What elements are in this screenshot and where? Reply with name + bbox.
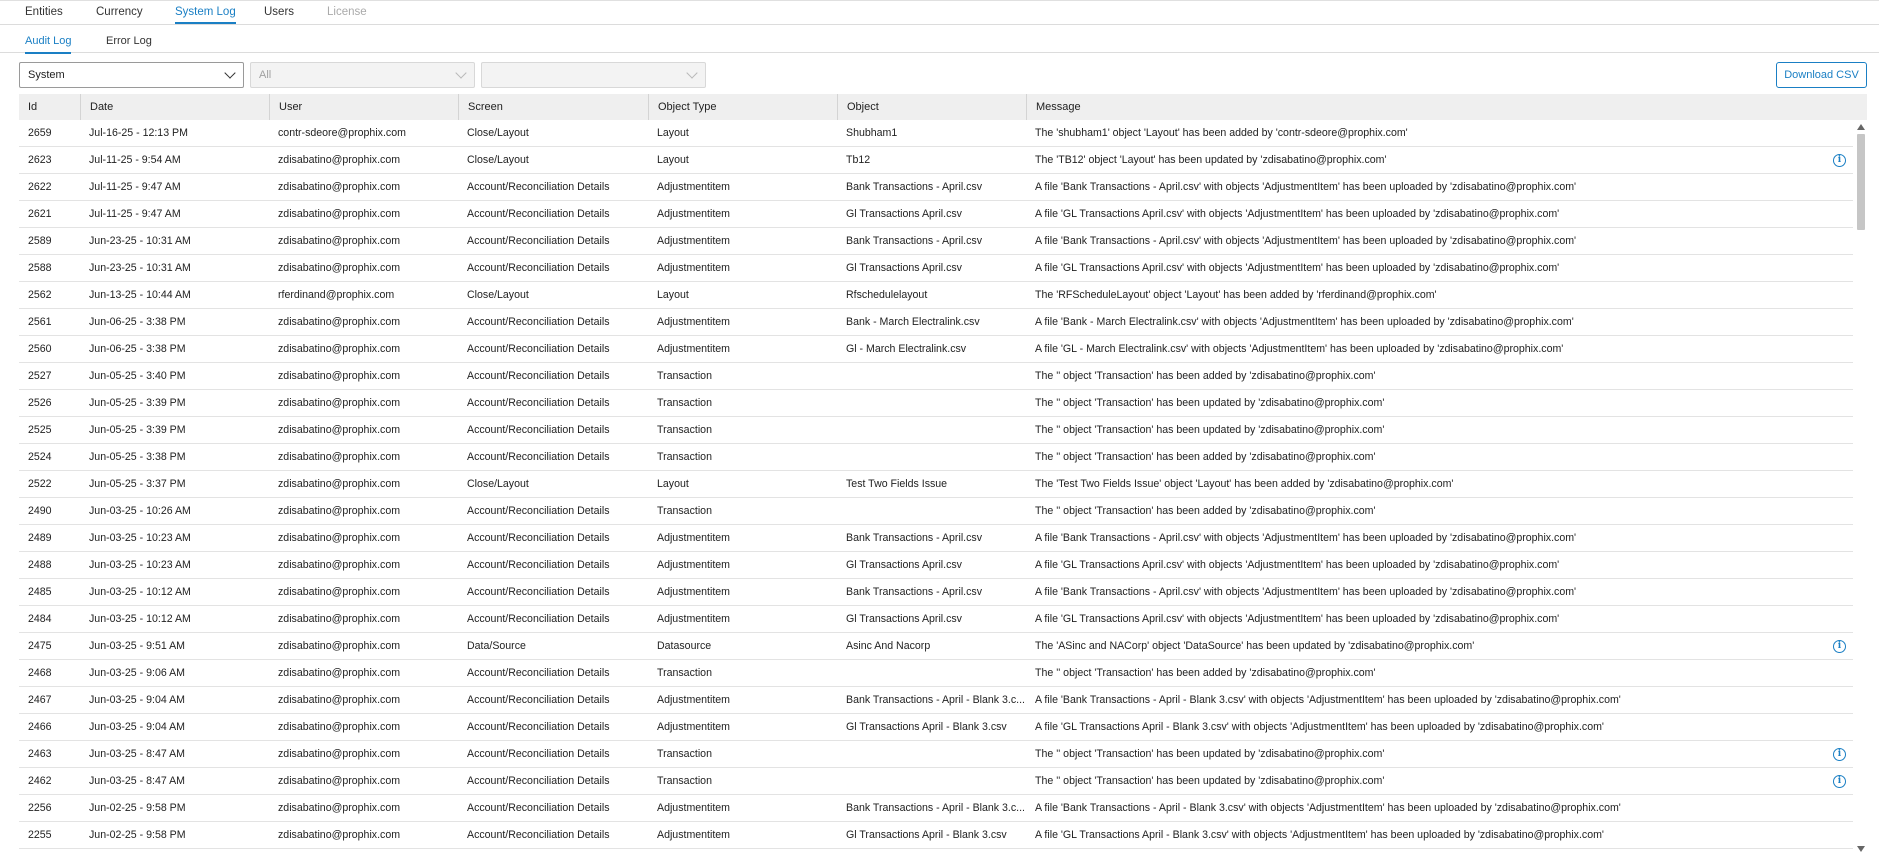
- cell-message: A file 'GL Transactions April.csv' with objects 'AdjustmentItem' has been uploaded by 'zdisabatino@prophix.com': [1035, 208, 1560, 220]
- cell-object: [837, 741, 1026, 767]
- table-row[interactable]: [19, 201, 1853, 228]
- cell-message: A file 'Bank Transactions - April.csv' with objects 'AdjustmentItem' has been uploaded by 'zdisabatino@prophix.com': [1035, 532, 1577, 544]
- table-row[interactable]: [19, 552, 1853, 579]
- cell-screen: Account/Reconciliation Details: [467, 397, 610, 409]
- table-row[interactable]: [19, 525, 1853, 552]
- cell-object: [837, 444, 1026, 470]
- cell-date: Jul-16-25 - 12:13 PM: [89, 127, 188, 139]
- table-row[interactable]: [19, 228, 1853, 255]
- cell-object-type: Adjustmentitem: [657, 262, 731, 274]
- cell-message: The 'Test Two Fields Issue' object 'Layout' has been added by 'zdisabatino@prophix.com': [1035, 478, 1454, 490]
- cell-object: Tb12: [846, 154, 871, 166]
- cell-date: Jul-11-25 - 9:47 AM: [89, 181, 181, 193]
- cell-object-type: Transaction: [657, 370, 712, 382]
- cell-screen: Account/Reconciliation Details: [467, 559, 610, 571]
- log-type-value: System: [28, 69, 65, 81]
- tab-audit-log[interactable]: Audit Log: [25, 35, 71, 54]
- cell-user: zdisabatino@prophix.com: [278, 154, 401, 166]
- table-row[interactable]: [19, 822, 1853, 849]
- info-circle-icon[interactable]: i: [1833, 640, 1846, 653]
- cell-message: The 'shubham1' object 'Layout' has been added by 'contr-sdeore@prophix.com': [1035, 127, 1408, 139]
- cell-user: zdisabatino@prophix.com: [278, 343, 401, 355]
- cell-id: 2255: [28, 829, 52, 841]
- cell-object-type: Adjustmentitem: [657, 208, 731, 220]
- cell-screen: Account/Reconciliation Details: [467, 586, 610, 598]
- cell-id: 2468: [28, 667, 52, 679]
- table-row[interactable]: [19, 309, 1853, 336]
- cell-user: zdisabatino@prophix.com: [278, 181, 401, 193]
- cell-id: 2588: [28, 262, 52, 274]
- cell-object: Bank - March Electralink.csv: [846, 316, 980, 328]
- cell-user: zdisabatino@prophix.com: [278, 424, 401, 436]
- cell-object: Bank Transactions - April.csv: [846, 235, 983, 247]
- cell-date: Jun-03-25 - 9:04 AM: [89, 721, 185, 733]
- table-row[interactable]: [19, 336, 1853, 363]
- cell-message: A file 'GL Transactions April.csv' with objects 'AdjustmentItem' has been uploaded by 'zdisabatino@prophix.com': [1035, 262, 1560, 274]
- cell-object: Rfschedulelayout: [846, 289, 928, 301]
- cell-object-type: Layout: [657, 478, 689, 490]
- cell-user: zdisabatino@prophix.com: [278, 451, 401, 463]
- column-header-screen[interactable]: Screen: [458, 94, 648, 120]
- cell-date: Jun-03-25 - 8:47 AM: [89, 748, 185, 760]
- cell-object-type: Datasource: [657, 640, 712, 652]
- cell-screen: Close/Layout: [467, 127, 529, 139]
- cell-object: Test Two Fields Issue: [846, 478, 948, 490]
- cell-object-type: Layout: [657, 289, 689, 301]
- cell-screen: Account/Reconciliation Details: [467, 451, 610, 463]
- table-row[interactable]: [19, 660, 1853, 687]
- cell-screen: Account/Reconciliation Details: [467, 505, 610, 517]
- cell-date: Jun-03-25 - 10:26 AM: [89, 505, 191, 517]
- cell-id: 2467: [28, 694, 52, 706]
- cell-object: Shubham1: [846, 127, 898, 139]
- cell-object: Gl Transactions April.csv: [846, 208, 962, 220]
- column-header-message[interactable]: Message: [1026, 94, 1867, 120]
- cell-screen: Account/Reconciliation Details: [467, 316, 610, 328]
- table-row[interactable]: [19, 444, 1853, 471]
- cell-screen: Data/Source: [467, 640, 526, 652]
- cell-id: 2485: [28, 586, 52, 598]
- cell-message: A file 'Bank Transactions - April.csv' with objects 'AdjustmentItem' has been uploaded by 'zdisabatino@prophix.com': [1035, 586, 1577, 598]
- scroll-up-icon[interactable]: [1857, 124, 1865, 130]
- cell-object: [837, 498, 1026, 524]
- tab-error-log[interactable]: Error Log: [106, 35, 152, 47]
- cell-date: Jun-05-25 - 3:39 PM: [89, 397, 186, 409]
- cell-id: 2659: [28, 127, 52, 139]
- cell-date: Jul-11-25 - 9:47 AM: [89, 208, 181, 220]
- cell-message: A file 'Bank Transactions - April - Blank 3.csv' with objects 'AdjustmentItem' has been uploaded by 'zdisabatino@prophix.com': [1035, 694, 1621, 706]
- cell-screen: Account/Reconciliation Details: [467, 532, 610, 544]
- scroll-thumb[interactable]: [1857, 134, 1865, 230]
- cell-user: zdisabatino@prophix.com: [278, 748, 401, 760]
- cell-object: [837, 768, 1026, 794]
- cell-object-type: Layout: [657, 127, 689, 139]
- cell-id: 2463: [28, 748, 52, 760]
- cell-user: zdisabatino@prophix.com: [278, 370, 401, 382]
- cell-object: Gl - March Electralink.csv: [846, 343, 967, 355]
- cell-object: Bank Transactions - April.csv: [846, 586, 983, 598]
- cell-object-type: Transaction: [657, 424, 712, 436]
- cell-user: zdisabatino@prophix.com: [278, 640, 401, 652]
- cell-user: zdisabatino@prophix.com: [278, 721, 401, 733]
- cell-id: 2489: [28, 532, 52, 544]
- table-row[interactable]: [19, 768, 1853, 795]
- scroll-down-icon[interactable]: [1857, 846, 1865, 852]
- table-row[interactable]: [19, 498, 1853, 525]
- cell-screen: Account/Reconciliation Details: [467, 748, 610, 760]
- cell-message: A file 'GL - March Electralink.csv' with objects 'AdjustmentItem' has been uploaded by 'zdisabatino@prophix.com': [1035, 343, 1564, 355]
- cell-message: The 'RFScheduleLayout' object 'Layout' has been added by 'rferdinand@prophix.com': [1035, 289, 1437, 301]
- cell-message: The '' object 'Transaction' has been updated by 'zdisabatino@prophix.com': [1035, 775, 1385, 787]
- cell-date: Jun-06-25 - 3:38 PM: [89, 316, 186, 328]
- cell-date: Jun-03-25 - 9:04 AM: [89, 694, 185, 706]
- table-header: [19, 94, 1867, 120]
- cell-id: 2526: [28, 397, 52, 409]
- cell-message: A file 'GL Transactions April - Blank 3.csv' with objects 'AdjustmentItem' has been uploaded by 'zdisabatino@prophix.com': [1035, 721, 1604, 733]
- cell-id: 2256: [28, 802, 52, 814]
- cell-id: 2525: [28, 424, 52, 436]
- cell-message: The 'ASinc and NACorp' object 'DataSource' has been updated by 'zdisabatino@prophix.com': [1035, 640, 1475, 652]
- cell-object: Bank Transactions - April.csv: [846, 532, 983, 544]
- cell-date: Jul-11-25 - 9:54 AM: [89, 154, 181, 166]
- cell-object: Gl Transactions April - Blank 3.csv: [846, 721, 1007, 733]
- cell-object-type: Transaction: [657, 775, 712, 787]
- info-circle-icon[interactable]: i: [1833, 775, 1846, 788]
- cell-message: The '' object 'Transaction' has been added by 'zdisabatino@prophix.com': [1035, 451, 1376, 463]
- cell-message: The '' object 'Transaction' has been added by 'zdisabatino@prophix.com': [1035, 370, 1376, 382]
- cell-date: Jun-05-25 - 3:39 PM: [89, 424, 186, 436]
- cell-date: Jun-23-25 - 10:31 AM: [89, 262, 191, 274]
- cell-id: 2490: [28, 505, 52, 517]
- cell-screen: Account/Reconciliation Details: [467, 694, 610, 706]
- cell-user: zdisabatino@prophix.com: [278, 667, 401, 679]
- table-row[interactable]: [19, 417, 1853, 444]
- cell-object-type: Adjustmentitem: [657, 721, 731, 733]
- cell-user: zdisabatino@prophix.com: [278, 829, 401, 841]
- cell-message: A file 'Bank Transactions - April.csv' with objects 'AdjustmentItem' has been uploaded by 'zdisabatino@prophix.com': [1035, 235, 1577, 247]
- table-row[interactable]: [19, 120, 1853, 147]
- column-header-id[interactable]: Id: [28, 101, 38, 113]
- chevron-down-icon: [686, 67, 697, 78]
- cell-date: Jun-06-25 - 3:38 PM: [89, 343, 186, 355]
- cell-message: The '' object 'Transaction' has been updated by 'zdisabatino@prophix.com': [1035, 424, 1385, 436]
- cell-user: zdisabatino@prophix.com: [278, 208, 401, 220]
- info-circle-icon[interactable]: i: [1833, 154, 1846, 167]
- cell-date: Jun-23-25 - 10:31 AM: [89, 235, 191, 247]
- table-row[interactable]: [19, 363, 1853, 390]
- cell-object: [837, 660, 1026, 686]
- chevron-down-icon: [224, 67, 235, 78]
- cell-object: Gl Transactions April.csv: [846, 262, 962, 274]
- cell-user: zdisabatino@prophix.com: [278, 397, 401, 409]
- table-row[interactable]: [19, 147, 1853, 174]
- cell-screen: Account/Reconciliation Details: [467, 181, 610, 193]
- cell-user: zdisabatino@prophix.com: [278, 235, 401, 247]
- cell-id: 2562: [28, 289, 52, 301]
- cell-object-type: Adjustmentitem: [657, 316, 731, 328]
- table-row[interactable]: [19, 795, 1853, 822]
- cell-screen: Account/Reconciliation Details: [467, 262, 610, 274]
- cell-date: Jun-03-25 - 9:06 AM: [89, 667, 185, 679]
- cell-object-type: Adjustmentitem: [657, 343, 731, 355]
- cell-object-type: Adjustmentitem: [657, 559, 731, 571]
- cell-object-type: Adjustmentitem: [657, 532, 731, 544]
- cell-screen: Account/Reconciliation Details: [467, 667, 610, 679]
- cell-object-type: Adjustmentitem: [657, 802, 731, 814]
- cell-object-type: Layout: [657, 154, 689, 166]
- third-filter-select: [481, 62, 706, 88]
- cell-screen: Close/Layout: [467, 478, 529, 490]
- cell-message: A file 'Bank - March Electralink.csv' with objects 'AdjustmentItem' has been uploaded by 'zdisabatino@prophix.com': [1035, 316, 1574, 328]
- cell-screen: Account/Reconciliation Details: [467, 424, 610, 436]
- cell-object-type: Adjustmentitem: [657, 829, 731, 841]
- cell-id: 2462: [28, 775, 52, 787]
- column-header-object-type[interactable]: Object Type: [648, 94, 837, 120]
- cell-object: [837, 390, 1026, 416]
- cell-object: Bank Transactions - April - Blank 3.c...: [846, 694, 1025, 706]
- table-row[interactable]: [19, 282, 1853, 309]
- table-row[interactable]: [19, 606, 1853, 633]
- cell-user: zdisabatino@prophix.com: [278, 586, 401, 598]
- cell-object-type: Transaction: [657, 397, 712, 409]
- cell-screen: Account/Reconciliation Details: [467, 613, 610, 625]
- log-type-select[interactable]: [19, 62, 244, 88]
- info-circle-icon[interactable]: i: [1833, 748, 1846, 761]
- cell-object-type: Adjustmentitem: [657, 694, 731, 706]
- cell-date: Jun-03-25 - 10:12 AM: [89, 613, 191, 625]
- cell-user: zdisabatino@prophix.com: [278, 559, 401, 571]
- cell-date: Jun-03-25 - 10:23 AM: [89, 532, 191, 544]
- scope-value: All: [259, 69, 272, 81]
- cell-user: zdisabatino@prophix.com: [278, 775, 401, 787]
- cell-id: 2560: [28, 343, 52, 355]
- tab-users[interactable]: Users: [264, 6, 295, 18]
- cell-date: Jun-03-25 - 9:51 AM: [89, 640, 185, 652]
- cell-screen: Close/Layout: [467, 289, 529, 301]
- cell-user: rferdinand@prophix.com: [278, 289, 395, 301]
- cell-message: A file 'GL Transactions April.csv' with objects 'AdjustmentItem' has been uploaded by 'zdisabatino@prophix.com': [1035, 559, 1560, 571]
- cell-id: 2623: [28, 154, 52, 166]
- cell-date: Jun-03-25 - 8:47 AM: [89, 775, 185, 787]
- cell-id: 2589: [28, 235, 52, 247]
- cell-object-type: Adjustmentitem: [657, 613, 731, 625]
- cell-user: zdisabatino@prophix.com: [278, 532, 401, 544]
- cell-date: Jun-05-25 - 3:40 PM: [89, 370, 186, 382]
- cell-date: Jun-02-25 - 9:58 PM: [89, 829, 186, 841]
- cell-object-type: Transaction: [657, 451, 712, 463]
- chevron-down-icon: [455, 67, 466, 78]
- cell-date: Jun-03-25 - 10:12 AM: [89, 586, 191, 598]
- cell-object: Gl Transactions April - Blank 3.csv: [846, 829, 1007, 841]
- table-row[interactable]: [19, 579, 1853, 606]
- cell-screen: Account/Reconciliation Details: [467, 370, 610, 382]
- cell-message: A file 'Bank Transactions - April.csv' with objects 'AdjustmentItem' has been uploaded by 'zdisabatino@prophix.com': [1035, 181, 1577, 193]
- cell-message: A file 'Bank Transactions - April - Blank 3.csv' with objects 'AdjustmentItem' has been uploaded by 'zdisabatino@prophix.com': [1035, 802, 1621, 814]
- cell-user: zdisabatino@prophix.com: [278, 694, 401, 706]
- cell-date: Jun-02-25 - 9:58 PM: [89, 802, 186, 814]
- tab-entities[interactable]: Entities: [25, 6, 63, 18]
- tab-currency[interactable]: Currency: [96, 6, 143, 18]
- cell-user: zdisabatino@prophix.com: [278, 613, 401, 625]
- cell-object: Gl Transactions April.csv: [846, 613, 962, 625]
- cell-user: zdisabatino@prophix.com: [278, 262, 401, 274]
- cell-object: [837, 417, 1026, 443]
- cell-object-type: Transaction: [657, 748, 712, 760]
- column-header-object[interactable]: Object: [837, 94, 1026, 120]
- top-tab-bar: [0, 0, 1879, 25]
- cell-object: Gl Transactions April.csv: [846, 559, 962, 571]
- cell-id: 2484: [28, 613, 52, 625]
- cell-object: [837, 363, 1026, 389]
- cell-object-type: Transaction: [657, 667, 712, 679]
- table-row[interactable]: [19, 633, 1853, 660]
- tab-system-log[interactable]: System Log: [175, 6, 236, 24]
- cell-id: 2488: [28, 559, 52, 571]
- vertical-scrollbar[interactable]: [1855, 122, 1867, 856]
- table-row[interactable]: [19, 741, 1853, 768]
- cell-message: The '' object 'Transaction' has been added by 'zdisabatino@prophix.com': [1035, 667, 1376, 679]
- cell-user: zdisabatino@prophix.com: [278, 316, 401, 328]
- download-csv-button[interactable]: Download CSV: [1776, 62, 1867, 88]
- cell-message: The '' object 'Transaction' has been updated by 'zdisabatino@prophix.com': [1035, 748, 1385, 760]
- cell-message: The 'TB12' object 'Layout' has been updated by 'zdisabatino@prophix.com': [1035, 154, 1387, 166]
- sub-tab-bar: [0, 26, 1879, 53]
- cell-object-type: Adjustmentitem: [657, 586, 731, 598]
- cell-object-type: Adjustmentitem: [657, 181, 731, 193]
- cell-message: A file 'GL Transactions April - Blank 3.csv' with objects 'AdjustmentItem' has been uploaded by 'zdisabatino@prophix.com': [1035, 829, 1604, 841]
- cell-object-type: Adjustmentitem: [657, 235, 731, 247]
- audit-log-table: [19, 94, 1867, 856]
- cell-message: A file 'GL Transactions April.csv' with objects 'AdjustmentItem' has been uploaded by 'zdisabatino@prophix.com': [1035, 613, 1560, 625]
- column-header-date[interactable]: Date: [80, 94, 269, 120]
- table-row[interactable]: [19, 390, 1853, 417]
- cell-user: zdisabatino@prophix.com: [278, 802, 401, 814]
- cell-screen: Account/Reconciliation Details: [467, 775, 610, 787]
- cell-screen: Account/Reconciliation Details: [467, 208, 610, 220]
- cell-message: The '' object 'Transaction' has been added by 'zdisabatino@prophix.com': [1035, 505, 1376, 517]
- table-row[interactable]: [19, 714, 1853, 741]
- cell-date: Jun-05-25 - 3:38 PM: [89, 451, 186, 463]
- column-header-user[interactable]: User: [269, 94, 458, 120]
- cell-date: Jun-03-25 - 10:23 AM: [89, 559, 191, 571]
- table-row[interactable]: [19, 255, 1853, 282]
- cell-id: 2524: [28, 451, 52, 463]
- cell-object: Bank Transactions - April - Blank 3.c...: [846, 802, 1025, 814]
- cell-screen: Account/Reconciliation Details: [467, 829, 610, 841]
- cell-user: zdisabatino@prophix.com: [278, 478, 401, 490]
- tab-license: License: [327, 6, 367, 18]
- cell-object: Asinc And Nacorp: [846, 640, 931, 652]
- cell-screen: Account/Reconciliation Details: [467, 802, 610, 814]
- cell-screen: Account/Reconciliation Details: [467, 721, 610, 733]
- cell-id: 2475: [28, 640, 52, 652]
- cell-message: The '' object 'Transaction' has been updated by 'zdisabatino@prophix.com': [1035, 397, 1385, 409]
- cell-screen: Account/Reconciliation Details: [467, 343, 610, 355]
- table-row[interactable]: [19, 687, 1853, 714]
- cell-date: Jun-05-25 - 3:37 PM: [89, 478, 186, 490]
- cell-id: 2466: [28, 721, 52, 733]
- cell-user: contr-sdeore@prophix.com: [278, 127, 406, 139]
- cell-user: zdisabatino@prophix.com: [278, 505, 401, 517]
- cell-object: Bank Transactions - April.csv: [846, 181, 983, 193]
- cell-date: Jun-13-25 - 10:44 AM: [89, 289, 191, 301]
- cell-id: 2622: [28, 181, 52, 193]
- table-row[interactable]: [19, 471, 1853, 498]
- cell-id: 2621: [28, 208, 52, 220]
- cell-id: 2527: [28, 370, 52, 382]
- cell-id: 2522: [28, 478, 52, 490]
- scope-select: [250, 62, 475, 88]
- cell-object-type: Transaction: [657, 505, 712, 517]
- table-row[interactable]: [19, 174, 1853, 201]
- cell-screen: Account/Reconciliation Details: [467, 235, 610, 247]
- cell-screen: Close/Layout: [467, 154, 529, 166]
- cell-id: 2561: [28, 316, 52, 328]
